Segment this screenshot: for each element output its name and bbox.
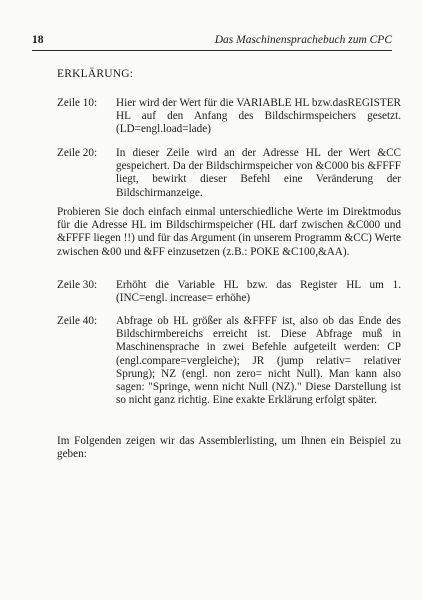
line-explanation-text: In dieser Zeile wird an der Adresse HL der Wert &CC gespeichert. Da der Bildschirmspeicher von &C000 bis &FFFF liegt, bewirkt dieser Befehl eine Veränderung der Bildschirmanzeige. <box>116 147 401 199</box>
line-label: Zeile 30: <box>57 279 98 291</box>
line-label: Zeile 20: <box>57 147 98 159</box>
section-heading: ERKLÄRUNG: <box>57 68 134 80</box>
page-number: 18 <box>32 34 44 46</box>
line-explanation-text: Abfrage ob HL größer als &FFFF ist, also ob das Ende des Bildschirmbereichs erreicht ist. Diese Abfrage muß in Maschinensprache in zwei Befehle aufgeteilt werden: CP (engl.compare=vergleiche); JR (jump relativ= relativer Sprung); NZ (engl. non zero= nicht Null). Man kann also sagen: "Springe, wenn nicht Null (NZ)." Diese Darstellung ist so nicht ganz richtig. Eine exakte Erklärung erfolgt später. <box>116 315 401 407</box>
page-header <box>32 34 392 51</box>
line-label: Zeile 10: <box>57 97 98 109</box>
line-label: Zeile 40: <box>57 315 98 327</box>
body-paragraph-try-values: Probieren Sie doch einfach einmal unterschiedliche Werte im Direktmodus für die Adresse HL im Bildschirmspeicher (HL darf zwischen &C000 und &FFFF liegen !!) und für das Argument (in unserem Programm &CC) Werte zwischen &00 und &FF einzusetzen (z.B.: POKE &C100,&AA). <box>57 206 401 258</box>
body-paragraph-assembler-intro: Im Folgenden zeigen wir das Assemblerlisting, um Ihnen ein Beispiel zu geben: <box>57 435 401 461</box>
line-explanation-text: Erhöht die Variable HL bzw. das Register HL um 1. (INC=engl. increase= erhöhe) <box>116 279 401 305</box>
running-title: Das Maschinensprachebuch zum CPC <box>214 34 392 46</box>
line-explanation-text: Hier wird der Wert für die VARIABLE HL bzw.dasREGISTER HL auf den Anfang des Bildschirmspeichers gesetzt. (LD=engl.load=lade) <box>116 97 401 136</box>
